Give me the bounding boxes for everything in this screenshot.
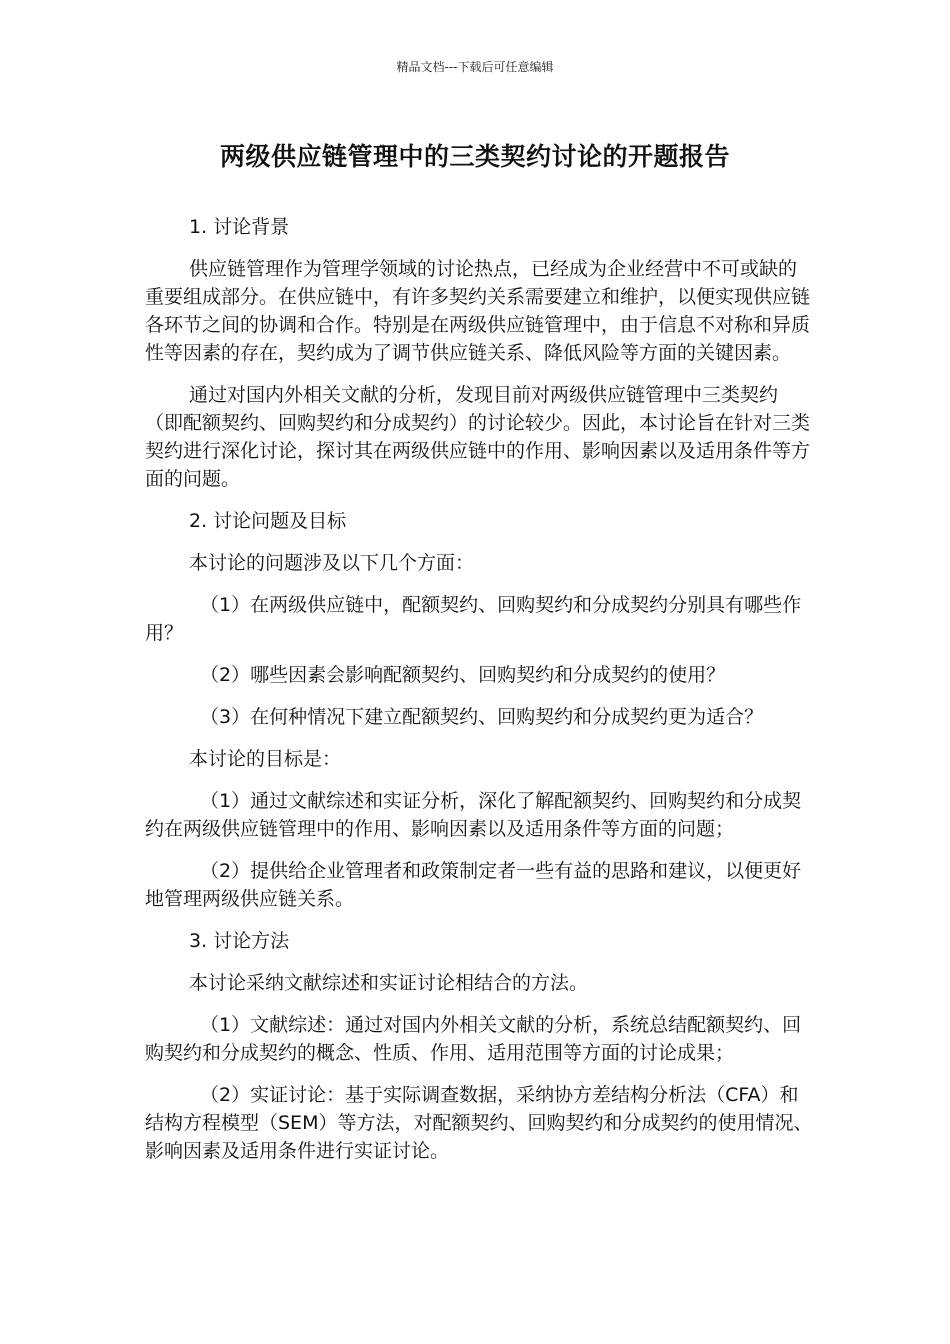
goal-item-2: （2）提供给企业管理者和政策制定者一些有益的思路和建议，以便更好地管理两级供应链关系。 bbox=[145, 860, 802, 910]
section-heading-background: 1. 讨论背景 bbox=[189, 216, 290, 238]
paragraph-questions-intro: 本讨论的问题涉及以下几个方面： bbox=[189, 552, 475, 574]
section-heading-methods: 3. 讨论方法 bbox=[189, 930, 290, 952]
question-item-1: （1）在两级供应链中，配额契约、回购契约和分成契约分别具有哪些作用？ bbox=[145, 594, 802, 644]
question-item-3: （3）在何种情况下建立配额契约、回购契约和分成契约更为适合？ bbox=[200, 706, 764, 728]
method-item-2: （2）实证讨论：基于实际调查数据，采纳协方差结构分析法（CFA）和结构方程模型（SEM）等方法，对配额契约、回购契约和分成契约的使用情况、影响因素及适用条件进行实证讨论。 bbox=[145, 1084, 813, 1162]
paragraph-background-1: 供应链管理作为管理学领域的讨论热点，已经成为企业经营中不可或缺的重要组成部分。在供应链中，有许多契约关系需要建立和维护，以便实现供应链各环节之间的协调和合作。特别是在两级供应链管理中，由于信息不对称和异质性等因素的存在，契约成为了调节供应链关系、降低风险等方面的关键因素。 bbox=[145, 258, 811, 364]
paragraph-goals-intro: 本讨论的目标是： bbox=[189, 748, 342, 770]
paragraph-background-2: 通过对国内外相关文献的分析，发现目前对两级供应链管理中三类契约（即配额契约、回购契约和分成契约）的讨论较少。因此，本讨论旨在针对三类契约进行深化讨论，探讨其在两级供应链中的作用、影响因素以及适用条件等方面的问题。 bbox=[145, 384, 811, 490]
paragraph-methods-intro: 本讨论采纳文献综述和实证讨论相结合的方法。 bbox=[189, 972, 589, 994]
section-heading-questions: 2. 讨论问题及目标 bbox=[189, 510, 347, 532]
question-item-2: （2）哪些因素会影响配额契约、回购契约和分成契约的使用？ bbox=[200, 664, 726, 686]
page-header: 精品文档---下载后可任意编辑 bbox=[396, 60, 554, 74]
method-item-1: （1）文献综述：通过对国内外相关文献的分析，系统总结配额契约、回购契约和分成契约的概念、性质、作用、适用范围等方面的讨论成果； bbox=[145, 1014, 802, 1064]
document-title: 两级供应链管理中的三类契约讨论的开题报告 bbox=[219, 142, 730, 171]
document-body bbox=[145, 213, 813, 1179]
goal-item-1: （1）通过文献综述和实证分析，深化了解配额契约、回购契约和分成契约在两级供应链管理中的作用、影响因素以及适用条件等方面的问题； bbox=[145, 790, 802, 840]
